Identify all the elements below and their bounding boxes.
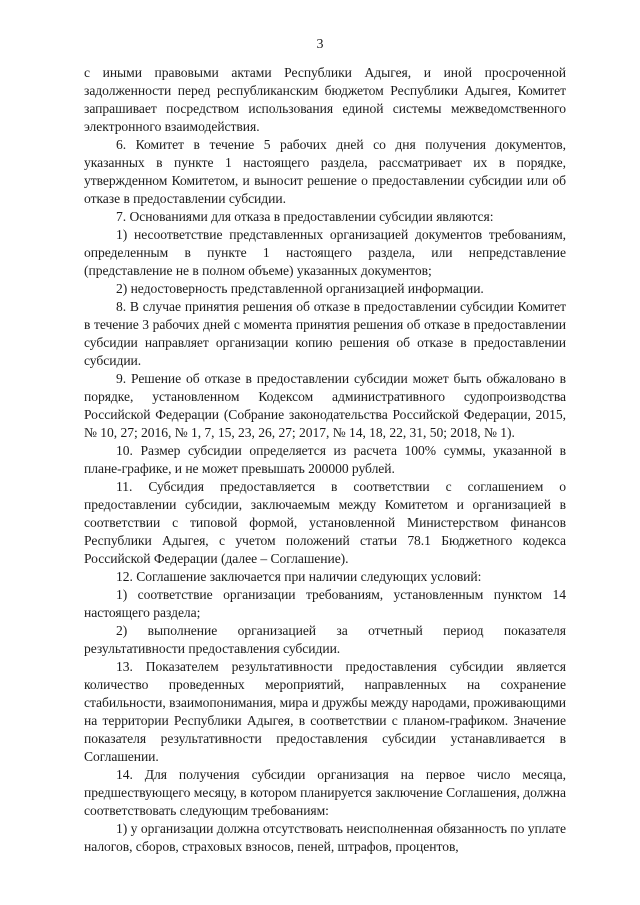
paragraph-item-7: 7. Основаниями для отказа в предоставлении субсидии являются: <box>116 209 494 224</box>
paragraph-item-7-1: 1) несоответствие представленных организацией документов требованиям, определенным в пункте 1 настоящего раздела, или непредставление (представление не в полном объеме) указанных документов; <box>84 227 566 278</box>
paragraph-item-14-1: 1) у организации должна отсутствовать неисполненная обязанность по уплате налогов, сборов, страховых взносов, пеней, штрафов, процентов, <box>84 821 566 854</box>
paragraph-item-12-2: 2) выполнение организацией за отчетный период показателя результативности предоставления субсидии. <box>84 623 566 656</box>
paragraph-item-6: 6. Комитет в течение 5 рабочих дней со дня получения документов, указанных в пункте 1 настоящего раздела, рассматривает их в порядке, утвержденном Комитетом, и выносит решение о предоставлении субсидии или об отказе в предоставлении субсидии. <box>84 137 566 206</box>
paragraph-item-12: 12. Соглашение заключается при наличии следующих условий: <box>116 569 482 584</box>
paragraph-item-11: 11. Субсидия предоставляется в соответствии с соглашением о предоставлении субсидии, заключаемым между Комитетом и организацией в соответствии с типовой формой, установленной Министерством финансов Республики Адыгея, с учетом положений статьи 78.1 Бюджетного кодекса Российской Федерации (далее – Соглашение). <box>84 479 566 566</box>
paragraph-item-9: 9. Решение об отказе в предоставлении субсидии может быть обжаловано в порядке, установленном Кодексом административного судопроизводства Российской Федерации (Собрание законодательства Российской Федерации, 2015, № 10, 27; 2016, № 1, 7, 15, 23, 26, 27; 2017, № 14, 18, 22, 31, 50; 2018, № 1). <box>84 371 566 440</box>
document-body <box>84 64 566 856</box>
paragraph-continuation: с иными правовыми актами Республики Адыгея, и иной просроченной задолженности перед республиканским бюджетом Республики Адыгея, Комитет запрашивает посредством использования единой системы межведомственного электронного взаимодействия. <box>84 65 566 134</box>
paragraph-item-13: 13. Показателем результативности предоставления субсидии является количество проведенных мероприятий, направленных на сохранение стабильности, взаимопонимания, мира и дружбы между народами, проживающими на территории Республики Адыгея, в соответствии с планом-графиком. Значение показателя результативности предоставления субсидии устанавливается в Соглашении. <box>84 659 566 764</box>
paragraph-item-7-2: 2) недостоверность представленной организацией информации. <box>116 281 484 296</box>
paragraph-item-10: 10. Размер субсидии определяется из расчета 100% суммы, указанной в плане-графике, и не может превышать 200000 рублей. <box>84 443 566 476</box>
paragraph-item-14: 14. Для получения субсидии организация на первое число месяца, предшествующего месяцу, в котором планируется заключение Соглашения, должна соответствовать следующим требованиям: <box>84 767 566 818</box>
paragraph-item-8: 8. В случае принятия решения об отказе в предоставлении субсидии Комитет в течение 3 рабочих дней с момента принятия решения об отказе в предоставлении субсидии направляет организации копию решения об отказе в предоставлении субсидии. <box>84 299 566 368</box>
paragraph-item-12-1: 1) соответствие организации требованиям, установленным пунктом 14 настоящего раздела; <box>84 587 566 620</box>
page-number: 3 <box>316 37 324 52</box>
